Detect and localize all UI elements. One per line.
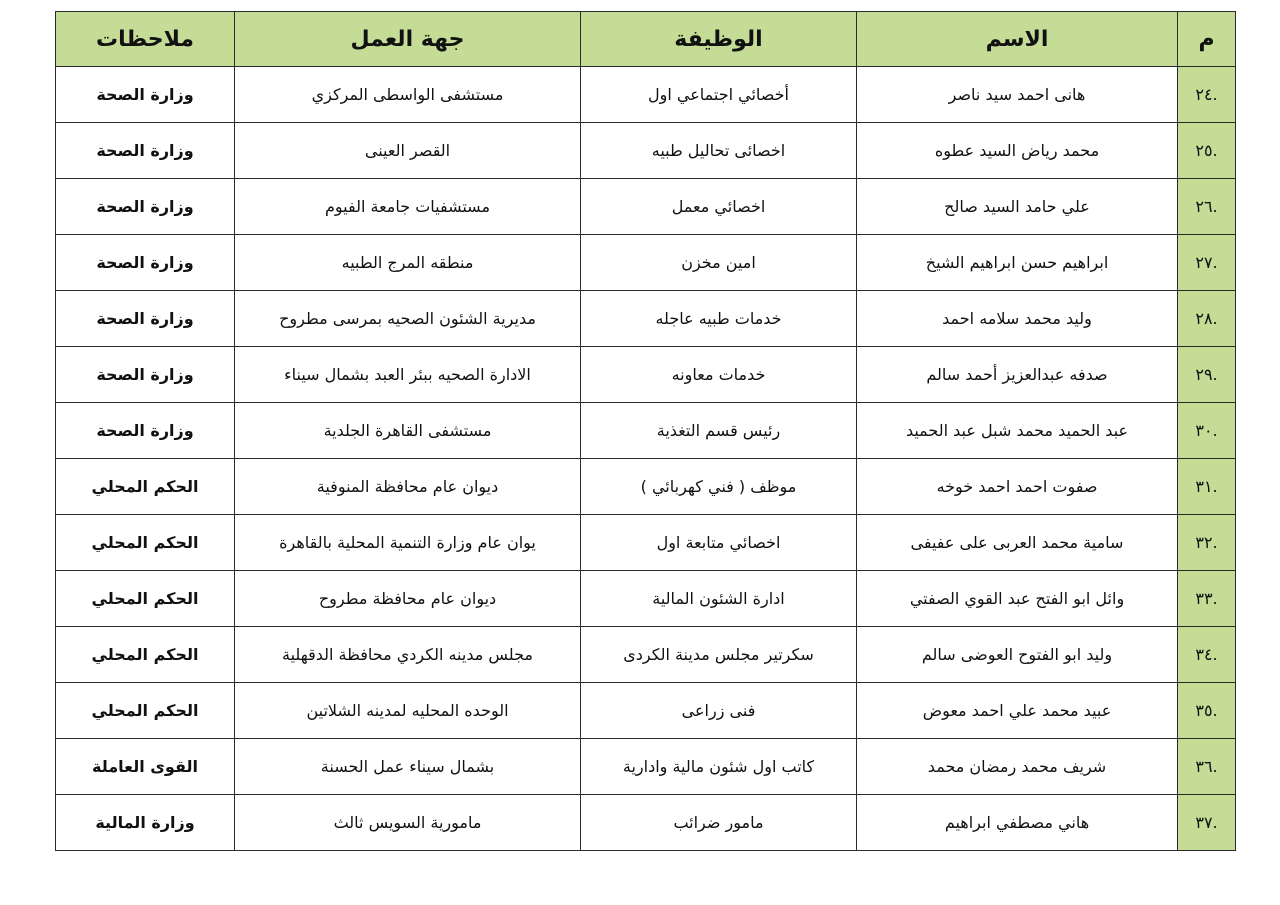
table-row — [56, 795, 1236, 851]
header-notes: ملاحظات — [56, 12, 235, 67]
table-row — [56, 683, 1236, 739]
notes-cell: وزارة الصحة — [56, 403, 235, 459]
table-row — [56, 515, 1236, 571]
employee-name-cell: وليد ابو الفتوح العوضى سالم — [857, 627, 1178, 683]
header-name: الاسم — [857, 12, 1178, 67]
table-header-row — [56, 12, 1236, 67]
job-title-cell: اخصائى تحاليل طبيه — [581, 123, 857, 179]
job-title-cell: اخصائي معمل — [581, 179, 857, 235]
employee-name-cell: هاني مصطفي ابراهيم — [857, 795, 1178, 851]
job-title-cell: خدمات طبيه عاجله — [581, 291, 857, 347]
workplace-cell: مامورية السويس ثالث — [235, 795, 581, 851]
job-title-cell: امين مخزن — [581, 235, 857, 291]
row-number-cell: .٣٤ — [1178, 627, 1236, 683]
workplace-cell: مستشفى الواسطى المركزي — [235, 67, 581, 123]
table-body — [56, 67, 1236, 851]
employee-name-cell: عبيد محمد علي احمد معوض — [857, 683, 1178, 739]
employee-name-cell: هانى احمد سيد ناصر — [857, 67, 1178, 123]
notes-cell: وزارة المالية — [56, 795, 235, 851]
employee-name-cell: شريف محمد رمضان محمد — [857, 739, 1178, 795]
workplace-cell: يوان عام وزارة التنمية المحلية بالقاهرة — [235, 515, 581, 571]
notes-cell: وزارة الصحة — [56, 123, 235, 179]
workplace-cell: الوحده المحليه لمدينه الشلاتين — [235, 683, 581, 739]
workplace-cell: ديوان عام محافظة مطروح — [235, 571, 581, 627]
notes-cell: وزارة الصحة — [56, 67, 235, 123]
table-row — [56, 459, 1236, 515]
job-title-cell: سكرتير مجلس مدينة الكردى — [581, 627, 857, 683]
workplace-cell: مجلس مدينه الكردي محافظة الدقهلية — [235, 627, 581, 683]
row-number-cell: .٣١ — [1178, 459, 1236, 515]
header-num: م — [1178, 12, 1236, 67]
row-number-cell: .٣٥ — [1178, 683, 1236, 739]
workplace-cell: مديرية الشئون الصحيه بمرسى مطروح — [235, 291, 581, 347]
header-workplace: جهة العمل — [235, 12, 581, 67]
notes-cell: الحكم المحلي — [56, 627, 235, 683]
job-title-cell: أخصائي اجتماعي اول — [581, 67, 857, 123]
employee-name-cell: علي حامد السيد صالح — [857, 179, 1178, 235]
job-title-cell: خدمات معاونه — [581, 347, 857, 403]
row-number-cell: .٣٣ — [1178, 571, 1236, 627]
job-title-cell: موظف ( فني كهربائي ) — [581, 459, 857, 515]
employee-name-cell: وائل ابو الفتح عبد القوي الصفتي — [857, 571, 1178, 627]
employee-name-cell: محمد رياض السيد عطوه — [857, 123, 1178, 179]
table-row — [56, 627, 1236, 683]
workplace-cell: مستشفيات جامعة الفيوم — [235, 179, 581, 235]
job-title-cell: اخصائي متابعة اول — [581, 515, 857, 571]
notes-cell: وزارة الصحة — [56, 347, 235, 403]
row-number-cell: .٣٦ — [1178, 739, 1236, 795]
notes-cell: القوى العاملة — [56, 739, 235, 795]
job-title-cell: فنى زراعى — [581, 683, 857, 739]
table-row — [56, 739, 1236, 795]
employee-name-cell: وليد محمد سلامه احمد — [857, 291, 1178, 347]
employee-name-cell: ابراهيم حسن ابراهيم الشيخ — [857, 235, 1178, 291]
header-job: الوظيفة — [581, 12, 857, 67]
notes-cell: وزارة الصحة — [56, 291, 235, 347]
row-number-cell: .٣٧ — [1178, 795, 1236, 851]
notes-cell: الحكم المحلي — [56, 459, 235, 515]
table-row — [56, 67, 1236, 123]
workplace-cell: منطقه المرج الطبيه — [235, 235, 581, 291]
employee-name-cell: صدفه عبدالعزيز أحمد سالم — [857, 347, 1178, 403]
notes-cell: الحكم المحلي — [56, 515, 235, 571]
employee-name-cell: عبد الحميد محمد شبل عبد الحميد — [857, 403, 1178, 459]
row-number-cell: .٢٦ — [1178, 179, 1236, 235]
table-row — [56, 179, 1236, 235]
row-number-cell: .٣٠ — [1178, 403, 1236, 459]
job-title-cell: مامور ضرائب — [581, 795, 857, 851]
table-row — [56, 235, 1236, 291]
row-number-cell: .٢٧ — [1178, 235, 1236, 291]
table-row — [56, 123, 1236, 179]
table-row — [56, 291, 1236, 347]
table-row — [56, 347, 1236, 403]
workplace-cell: القصر العينى — [235, 123, 581, 179]
workplace-cell: ديوان عام محافظة المنوفية — [235, 459, 581, 515]
employee-name-cell: صفوت احمد احمد خوخه — [857, 459, 1178, 515]
workplace-cell: الادارة الصحيه ببئر العبد بشمال سيناء — [235, 347, 581, 403]
row-number-cell: .٢٩ — [1178, 347, 1236, 403]
document-sheet — [55, 11, 1235, 851]
employee-name-cell: سامية محمد العربى على عفيفى — [857, 515, 1178, 571]
table-row — [56, 571, 1236, 627]
row-number-cell: .٢٨ — [1178, 291, 1236, 347]
employees-table — [55, 11, 1236, 851]
row-number-cell: .٢٤ — [1178, 67, 1236, 123]
notes-cell: وزارة الصحة — [56, 235, 235, 291]
workplace-cell: مستشفى القاهرة الجلدية — [235, 403, 581, 459]
row-number-cell: .٢٥ — [1178, 123, 1236, 179]
workplace-cell: بشمال سيناء عمل الحسنة — [235, 739, 581, 795]
job-title-cell: كاتب اول شئون مالية وادارية — [581, 739, 857, 795]
row-number-cell: .٣٢ — [1178, 515, 1236, 571]
notes-cell: الحكم المحلي — [56, 571, 235, 627]
notes-cell: وزارة الصحة — [56, 179, 235, 235]
notes-cell: الحكم المحلي — [56, 683, 235, 739]
job-title-cell: ادارة الشئون المالية — [581, 571, 857, 627]
table-row — [56, 403, 1236, 459]
job-title-cell: رئيس قسم التغذية — [581, 403, 857, 459]
